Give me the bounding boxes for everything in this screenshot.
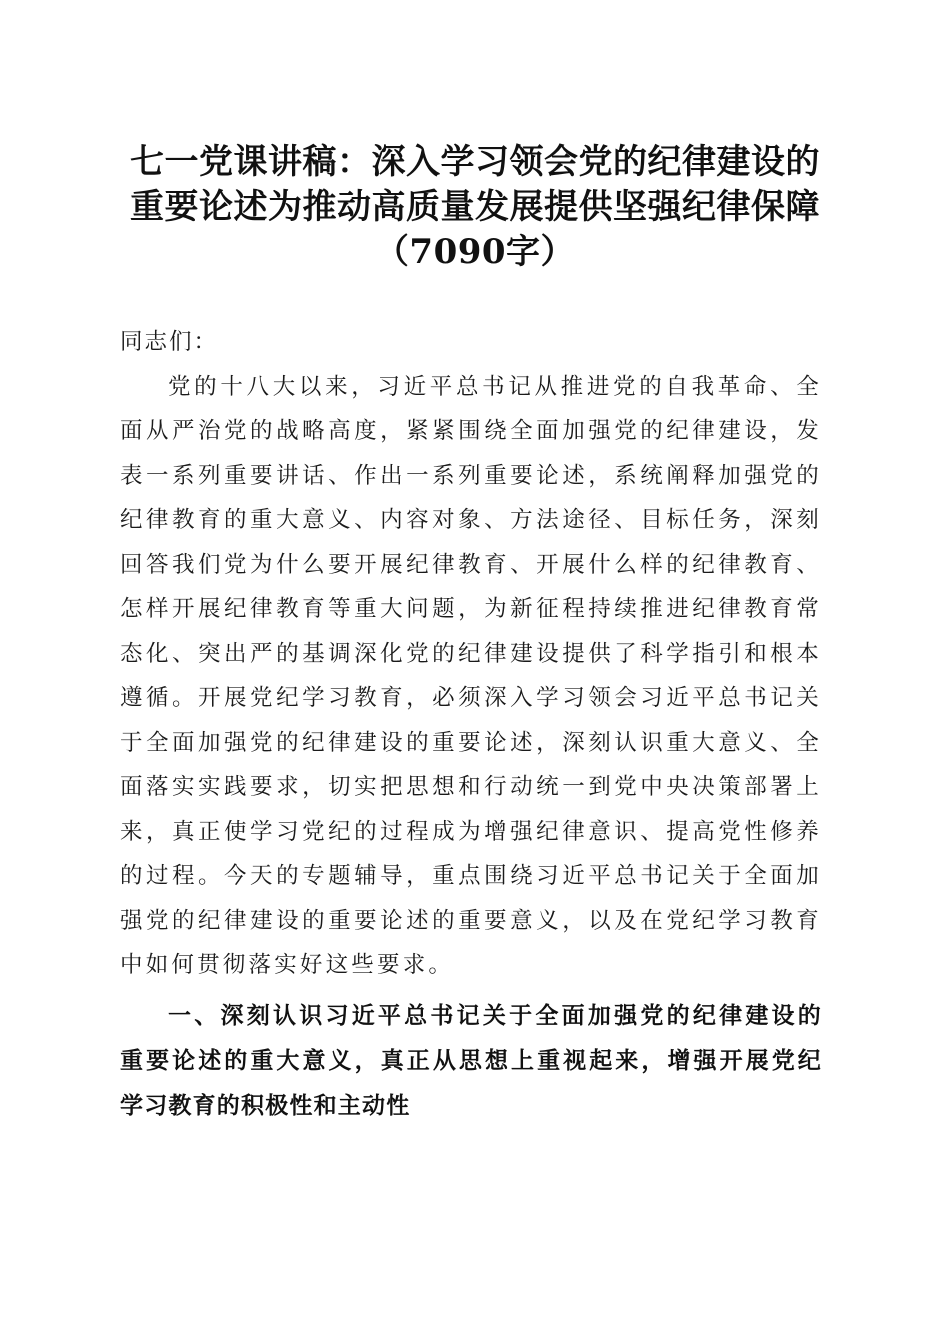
title-line-1: 七一党课讲稿：深入学习领会党的纪律建设的 [130,142,820,182]
paragraph-line: 的过程。今天的专题辅导，重点围绕习近平总书记关于全面加 [120,863,822,889]
paragraph-line: 回答我们党为什么要开展纪律教育、开展什么样的纪律教育、 [120,551,822,578]
heading-line: 重要论述的重大意义，真正从思想上重视起来，增强开展党纪 [120,1047,822,1074]
paragraph-line: 怎样开展纪律教育等重大问题，为新征程持续推进纪律教育常 [120,596,822,622]
paragraph-line: 遵循。开展党纪学习教育，必须深入学习领会习近平总书记关 [120,685,822,711]
paragraph-line: 态化、突出严的基调深化党的纪律建设提供了科学指引和根本 [120,640,822,667]
paragraph-line: 中如何贯彻落实好这些要求。 [120,952,455,978]
section-heading [120,994,822,1129]
title-line-3: （7090字） [374,232,576,272]
salutation: 同志们： [120,329,219,355]
paragraph-line: 强党的纪律建设的重要论述的重要意义，以及在党纪学习教育 [120,907,822,934]
paragraph-line: 来，真正使学习党纪的过程成为增强纪律意识、提高党性修养 [120,818,822,845]
paragraph-line: 纪律教育的重大意义、内容对象、方法途径、目标任务，深刻 [120,507,822,533]
title-line-2: 重要论述为推动高质量发展提供坚强纪律保障 [130,187,820,227]
paragraph-line: 于全面加强党的纪律建设的重要论述，深刻认识重大意义、全 [120,729,822,756]
heading-line: 一、深刻认识习近平总书记关于全面加强党的纪律建设的 [168,1002,822,1029]
intro-paragraph [120,365,822,988]
document-title [110,140,840,275]
paragraph-line: 面落实实践要求，切实把思想和行动统一到党中央决策部署上 [120,774,822,800]
document-body [120,320,822,1129]
heading-line: 学习教育的积极性和主动性 [120,1092,411,1119]
paragraph-line: 面从严治党的战略高度，紧紧围绕全面加强党的纪律建设，发 [120,418,822,444]
paragraph-line: 表一系列重要讲话、作出一系列重要论述，系统阐释加强党的 [120,462,822,489]
paragraph-line: 党的十八大以来，习近平总书记从推进党的自我革命、全 [168,373,822,400]
